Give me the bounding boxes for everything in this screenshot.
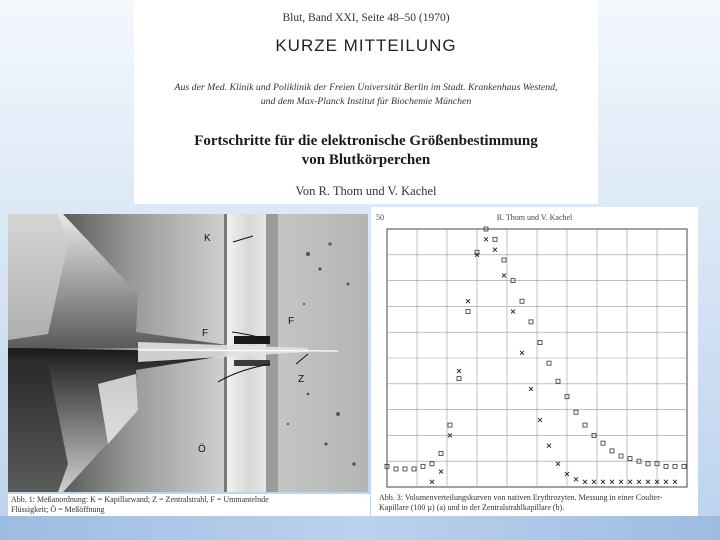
label-f-right: F (288, 316, 295, 327)
data-point-square (448, 423, 452, 427)
figure-3-caption-line-2: Kapillare (100 µ) (a) und in der Zentralstrahlkapillare (b). (379, 502, 565, 512)
data-point-cross (673, 480, 677, 484)
data-point-square (673, 464, 677, 468)
data-point-cross (556, 462, 560, 466)
data-point-cross (574, 477, 578, 481)
paper-title-page (134, 0, 598, 204)
data-point-square (682, 464, 686, 468)
data-point-cross (457, 369, 461, 373)
data-point-square (601, 441, 605, 445)
label-o: Ö (198, 444, 206, 455)
data-point-square (583, 423, 587, 427)
data-point-cross (547, 444, 551, 448)
figure-3-page (371, 207, 698, 516)
data-point-cross (511, 310, 515, 314)
data-point-cross (502, 273, 506, 277)
data-point-square (619, 454, 623, 458)
data-point-cross (520, 351, 524, 355)
data-point-square (457, 377, 461, 381)
data-point-square (610, 449, 614, 453)
figure-1-caption (8, 494, 370, 516)
data-point-cross (430, 480, 434, 484)
data-point-square (439, 451, 443, 455)
data-point-square (403, 467, 407, 471)
data-point-cross (466, 299, 470, 303)
data-point-cross (583, 480, 587, 484)
data-point-cross (628, 480, 632, 484)
data-point-square (493, 237, 497, 241)
data-point-cross (619, 480, 623, 484)
data-point-cross (592, 480, 596, 484)
running-head: R. Thom und V. Kachel (496, 213, 573, 222)
data-point-square (430, 462, 434, 466)
data-point-cross (637, 480, 641, 484)
data-point-square (538, 341, 542, 345)
paper-title-line-1: Fortschritte für die elektronische Größenbestimmung (194, 133, 538, 149)
section-heading: KURZE MITTEILUNG (275, 36, 457, 55)
affiliation-line-1: Aus der Med. Klinik und Poliklinik der Freien Universität Berlin im Stadt. Krankenhaus Westend, (174, 82, 558, 93)
data-point-cross (601, 480, 605, 484)
data-point-square (574, 410, 578, 414)
data-point-square (421, 464, 425, 468)
label-z: Z (298, 374, 305, 385)
figure-1-caption-line-2: Flüssigkeit; Ö = Meßöffnung (11, 504, 105, 514)
data-point-square (394, 467, 398, 471)
data-point-square (556, 379, 560, 383)
data-point-cross (529, 387, 533, 391)
data-point-square (520, 299, 524, 303)
data-point-cross (493, 248, 497, 252)
figure-1-photograph (8, 214, 368, 492)
figure-3-caption-line-1: Abb. 3: Volumenverteilungskurven von nativen Erythrozyten. Messung in einer Coulter- (379, 493, 663, 502)
data-point-square (628, 457, 632, 461)
volume-distribution-chart (371, 207, 698, 493)
data-point-square (412, 467, 416, 471)
slide-bottom-band (0, 516, 720, 540)
chart-grid (387, 229, 687, 487)
paper-title-line-2: von Blutkörperchen (301, 152, 431, 168)
data-point-cross (484, 237, 488, 241)
affiliation-line-2: und dem Max-Planck Institut für Biochemie München (260, 96, 472, 107)
label-f-left: F (202, 328, 209, 339)
paper-authors: Von R. Thom und V. Kachel (295, 184, 437, 198)
data-point-cross (646, 480, 650, 484)
data-point-square (646, 462, 650, 466)
figure-3-caption (379, 493, 697, 512)
data-point-cross (610, 480, 614, 484)
figure-1-caption-line-1: Abb. 1: Meßanordnung: K = Kapillarwand; Z = Zentralstrahl, F = Ummantelnde (11, 495, 269, 504)
page-number: 50 (376, 213, 384, 222)
data-point-cross (664, 480, 668, 484)
label-k: K (204, 233, 211, 244)
chart-marks (385, 227, 686, 484)
measuring-arrangement-photo (8, 214, 368, 492)
data-point-square (547, 361, 551, 365)
data-point-cross (439, 470, 443, 474)
data-point-square (664, 464, 668, 468)
data-point-cross (538, 418, 542, 422)
data-point-square (466, 310, 470, 314)
data-point-square (502, 258, 506, 262)
journal-citation: Blut, Band XXI, Seite 48–50 (1970) (282, 12, 450, 24)
data-point-square (529, 320, 533, 324)
